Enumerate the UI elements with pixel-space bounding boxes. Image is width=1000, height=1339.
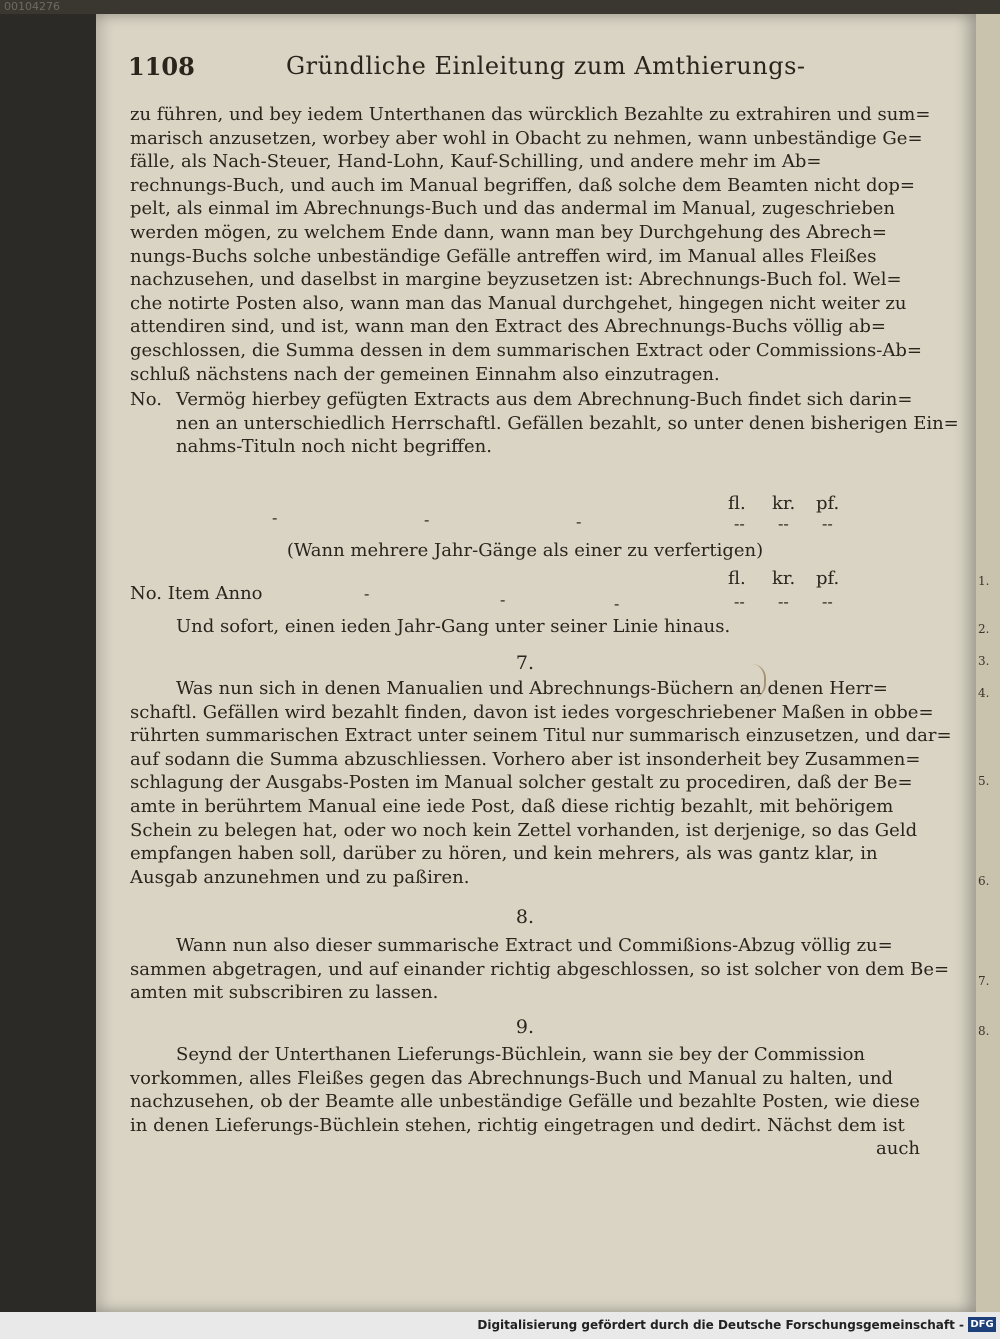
text-line: attendiren sind, und ist, wann man den Extract des Abrechnungs-Buchs völlig ab=: [130, 316, 887, 338]
text-line: rechnungs-Buch, und auch im Manual begriffen, daß solche dem Beamten nicht dop=: [130, 174, 915, 196]
text-line: amten mit subscribiren zu lassen.: [130, 982, 439, 1004]
paragraph-1: [130, 103, 931, 386]
unit-pfennig: pf.: [816, 568, 840, 589]
entry-2: [130, 582, 920, 606]
entry-number-label: No. Item Anno: [130, 583, 263, 604]
section-number: 9.: [515, 1016, 535, 1038]
amount-placeholder: --: [822, 514, 833, 533]
running-title: Gründliche Einleitung zum Amthierungs-: [286, 52, 806, 80]
scan-top-strip: [0, 0, 1000, 14]
text-line: nachzusehen, ob der Beamte alle unbeständige Gefälle und bezahlte Posten, wie diese: [130, 1091, 920, 1113]
entry-1: [130, 388, 959, 460]
amount-placeholder: --: [734, 592, 745, 611]
text-line: sammen abgetragen, und auf einander richtig abgeschlossen, so ist solcher von dem Be=: [130, 958, 950, 980]
currency-units-header: [728, 493, 860, 514]
text-line: Schein zu belegen hat, oder wo noch kein Zettel vorhanden, ist derjenige, so das Geld: [130, 819, 918, 841]
placeholder-dash: -: [272, 508, 278, 527]
margin-mark: 2.: [978, 622, 990, 636]
margin-mark: 4.: [978, 686, 990, 700]
text-line: schlagung der Ausgabs-Posten im Manual solcher gestalt zu procediren, daß der Be=: [130, 772, 913, 794]
text-line: schluß nächstens nach der gemeinen Einnahm also einzutragen.: [130, 363, 720, 385]
amount-placeholder: --: [778, 514, 789, 533]
dfg-logo: DFG: [968, 1317, 996, 1332]
digitization-footer: [0, 1312, 1000, 1339]
text-line: nachzusehen, und daselbst in margine beyzusetzen ist: Abrechnungs-Buch fol. Wel=: [130, 269, 902, 291]
amount-placeholder: --: [778, 592, 789, 611]
text-line: rührten summarischen Extract unter seinem Titul nur summarisch einzusetzen, und dar=: [130, 725, 952, 747]
text-line: in denen Lieferungs-Büchlein stehen, richtig eingetragen und dedirt. Nächst dem ist: [130, 1114, 905, 1136]
text-line: werden mögen, zu welchem Ende dann, wann man bey Durchgehung des Abrech=: [130, 221, 887, 243]
text-line: Wann nun also dieser summarische Extract und Commißions-Abzug völlig zu=: [176, 935, 893, 956]
section-9-body: [130, 1043, 920, 1161]
placeholder-dash: -: [576, 512, 582, 531]
catalog-id: 00104276: [4, 0, 60, 13]
amount-placeholder: --: [734, 514, 745, 533]
margin-mark: 5.: [978, 774, 990, 788]
unit-kreuzer: kr.: [772, 568, 796, 589]
catchword: auch: [876, 1138, 920, 1160]
text-line: Vermög hierbey gefügten Extracts aus dem Abrechnung-Buch findet sich darin=: [176, 389, 913, 410]
amount-placeholder: --: [822, 592, 833, 611]
unit-gulden: fl.: [728, 568, 746, 589]
parenthetical-note: (Wann mehrere Jahr-Gänge als einer zu verfertigen): [286, 540, 764, 561]
margin-mark: 3.: [978, 654, 990, 668]
text-line: nahms-Tituln noch nicht begriffen.: [176, 436, 492, 458]
text-line: fälle, als Nach-Steuer, Hand-Lohn, Kauf-Schilling, und andere mehr im Ab=: [130, 151, 822, 173]
text-line: zu führen, und bey iedem Unterthanen das würcklich Bezahlte zu extrahiren und sum=: [130, 104, 931, 125]
continuation-line: [176, 615, 920, 639]
text-line: empfangen haben soll, darüber zu hören, und kein mehrers, als was gantz klar, in: [130, 843, 878, 865]
placeholder-dash: -: [614, 594, 620, 613]
text-line: Und sofort, einen ieden Jahr-Gang unter seiner Linie hinaus.: [176, 616, 731, 637]
section-number: 7.: [515, 652, 535, 674]
unit-pfennig: pf.: [816, 493, 840, 514]
section-8-body: [130, 934, 950, 1005]
text-line: Seynd der Unterthanen Lieferungs-Büchlein, wann sie bey der Commission: [176, 1044, 866, 1065]
placeholder-dash: -: [500, 590, 506, 609]
margin-mark: 8.: [978, 1024, 990, 1038]
page-header: [128, 52, 918, 92]
unit-gulden: fl.: [728, 493, 746, 514]
placeholder-dash: -: [364, 584, 370, 603]
margin-mark: 7.: [978, 974, 990, 988]
page-number: 1108: [128, 52, 195, 81]
text-line: marisch anzusetzen, worbey aber wohl in Obacht zu nehmen, wann unbeständige Ge=: [130, 127, 923, 149]
text-line: nungs-Buchs solche unbeständige Gefälle antreffen wird, im Manual alles Fleißes: [130, 245, 877, 267]
unit-kreuzer: kr.: [772, 493, 796, 514]
text-line: schaftl. Gefällen wird bezahlt finden, davon ist iedes vorgeschriebener Maßen in obbe=: [130, 701, 934, 723]
text-line: Was nun sich in denen Manualien und Abrechnungs-Büchern an denen Herr=: [176, 678, 888, 699]
section-7-body: [130, 677, 952, 889]
text-line: pelt, als einmal im Abrechnungs-Buch und das andermal im Manual, zugeschrieben: [130, 198, 895, 220]
text-line: auf sodann die Summa abzuschliessen. Vorhero aber ist insonderheit bey Zusammen=: [130, 748, 921, 770]
text-line: nen an unterschiedlich Herrschaftl. Gefällen bezahlt, so unter denen bisherigen Ein=: [176, 412, 959, 434]
text-line: che notirte Posten also, wann man das Manual durchgehet, hingegen nicht weiter zu: [130, 292, 907, 314]
margin-mark: 1.: [978, 574, 990, 588]
funding-credit: Digitalisierung gefördert durch die Deutsche Forschungsgemeinschaft -: [477, 1318, 964, 1332]
adjacent-page-edge: [976, 14, 1000, 1312]
margin-mark: 6.: [978, 874, 990, 888]
entry-number-label: No.: [130, 389, 162, 410]
text-line: Ausgab anzunehmen und zu paßiren.: [130, 866, 470, 888]
placeholder-dash: -: [424, 510, 430, 529]
text-line: amte in berührtem Manual eine iede Post, daß diese richtig bezahlt, mit behörigem: [130, 795, 894, 817]
text-line: vorkommen, alles Fleißes gegen das Abrechnungs-Buch und Manual zu halten, und: [130, 1067, 893, 1089]
text-line: geschlossen, die Summa dessen in dem summarischen Extract oder Commissions-Ab=: [130, 339, 922, 361]
section-number: 8.: [515, 906, 535, 928]
